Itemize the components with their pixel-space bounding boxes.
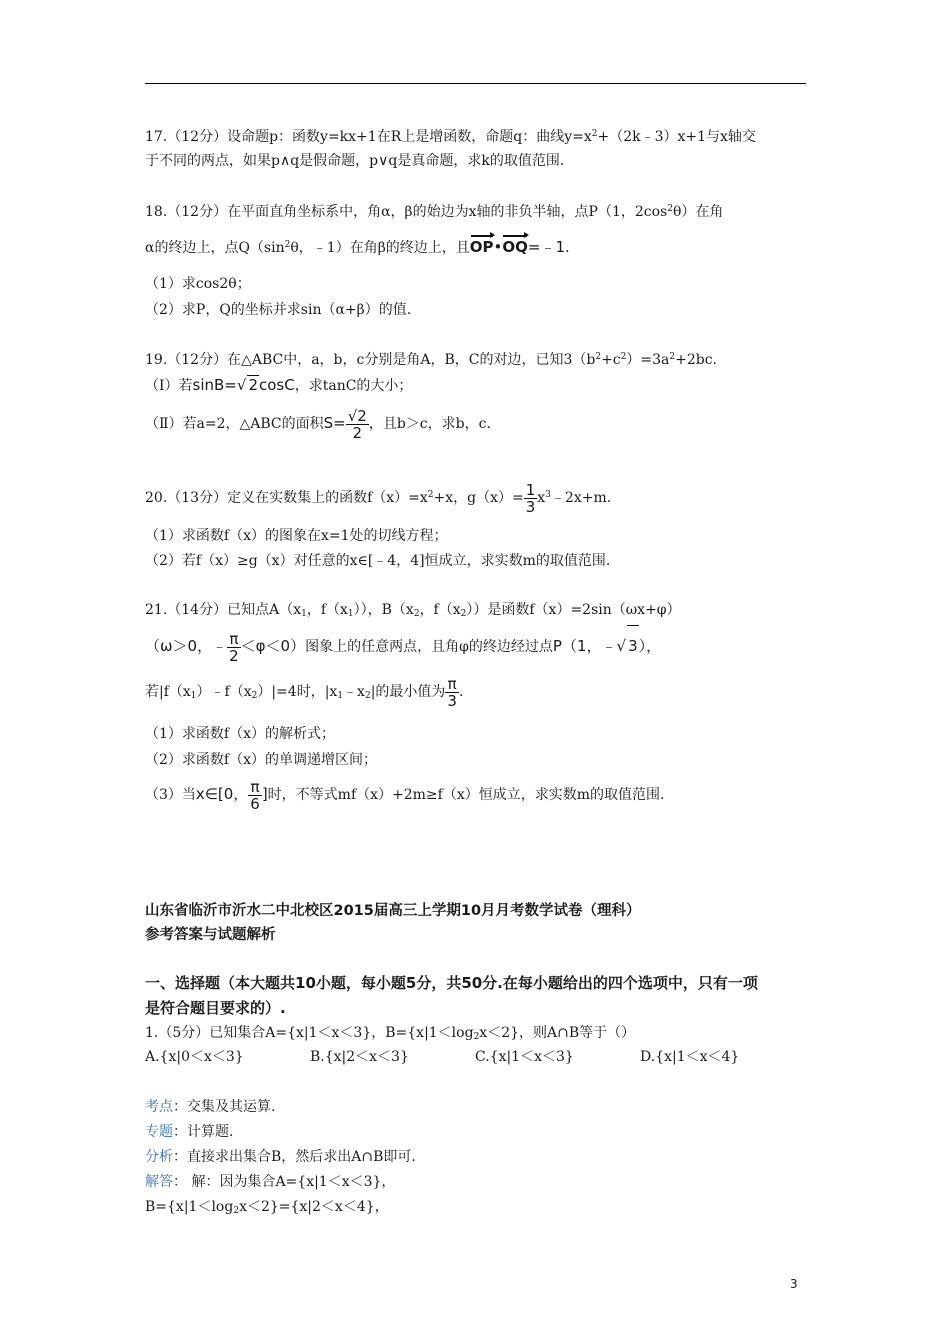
q20-line1: 20.（13分）定义在实数集上的函数$f(x)=x^2+x$，g（x）= $\frac{1}{3}$ $x^3﹣2x+m$. — [145, 480, 612, 516]
q17-line1: 17.（12分）设命题p：函数y=kx+1在R上是增函数，命题q：曲线$y=x^2+(2k﹣3)x+1$与x轴交 — [145, 129, 756, 145]
fraction-pi-over-3: $\frac{\pi}{3}$ — [447, 674, 457, 710]
jieda-label: 解答 — [145, 1174, 173, 1190]
q21-sub3: （3）当x∈[0， $\frac{\pi}{6}$ ]时，不等式mf（x）+2m≥f（x）恒成立，求实数m的取值范围. — [145, 777, 665, 813]
fraction-pi-over-2: $\frac{\pi}{2}$ — [229, 629, 239, 665]
option-a: A.{x|0＜x＜3} — [145, 1049, 244, 1065]
q18-sub2: （2）求P，Q的坐标并求sin（α+β）的值. — [145, 302, 412, 318]
q21-sub2: （2）求函数f（x）的单调递增区间； — [145, 752, 377, 768]
fenxi-label: 分析 — [145, 1149, 173, 1165]
fraction-sqrt2-over-2: $\frac{√2}{2}$ — [347, 406, 367, 442]
fenxi-line: 分析：直接求出集合B，然后求出A∩B即可. — [145, 1149, 416, 1165]
q20-sub2: （2）若f（x）≥g（x）对任意的x∈[﹣4，4]恒成立，求实数m的取值范围. — [145, 553, 611, 569]
fraction-pi-over-6: $\frac{\pi}{6}$ — [250, 777, 260, 813]
vector-op: OP — [469, 238, 494, 256]
fraction-1-over-3: $\frac{1}{3}$ — [525, 480, 536, 516]
option-d: D.{x|1＜x＜4} — [640, 1049, 740, 1065]
q18-line2: α的终边上，点$Q(\sin^2\theta$，﹣1）在角β的终边上，且OP•OQ=﹣1. — [145, 238, 570, 256]
vector-oq: OQ — [502, 238, 528, 256]
option-c: C.{x|1＜x＜3} — [475, 1049, 574, 1065]
q18-line1: 18.（12分）在平面直角坐标系中，角α，β的始边为x轴的非负半轴，点P（1，$2\cos^2\theta$）在角 — [145, 204, 724, 220]
q17-line2: 于不同的两点，如果p∧q是假命题，p∨q是真命题，求k的取值范围. — [145, 153, 565, 169]
section1-heading-line1: 一、选择题（本大题共10小题，每小题5分，共50分.在每小题给出的四个选项中，只有一项 — [145, 974, 758, 992]
header-rule — [145, 83, 806, 84]
jieda-line2: $B=\{x|1<\log_2x<2\}=\{x|2<x<4\}$， — [145, 1199, 389, 1216]
q21-line3: 若$|f(x_1)﹣f(x_2)|=4$时，$|x_1﹣x_2|$的最小值为 $\frac{\pi}{3}$ . — [145, 674, 464, 710]
answers-title: 山东省临沂市沂水二中北校区2015届高三上学期10月月考数学试卷（理科） — [145, 903, 641, 919]
q19-line1: 19.（12分）在△ABC中，a，b，c分别是角A，B，C的对边，已知$3(b^2+c^2)=3a^2+2bc$. — [145, 352, 717, 368]
q21-line2: （ω＞0，﹣ $\frac{\pi}{2}$ ＜φ＜0）图象上的任意两点，且角φ的终边经过点P（1，﹣√ 3）， — [145, 625, 661, 667]
q18-sub1: （1）求cos2θ； — [145, 276, 251, 292]
q20-sub1: （1）求函数f（x）的图象在x=1处的切线方程； — [145, 528, 448, 544]
option-b: B.{x|2＜x＜3} — [310, 1049, 409, 1065]
zhuanti-label: 专题 — [145, 1124, 173, 1140]
q21-sub1: （1）求函数f（x）的解析式； — [145, 726, 335, 742]
jieda-line: 解答： 解：因为集合A={x|1＜x＜3}， — [145, 1174, 396, 1190]
kaodian-line: 考点：交集及其运算. — [145, 1099, 276, 1115]
q19-sub1: （Ⅰ）若sinB=√ 2cosC，求tanC的大小； — [145, 376, 413, 394]
zhuanti-line: 专题：计算题. — [145, 1124, 234, 1140]
page-number: 3 — [790, 1277, 798, 1291]
answers-subtitle: 参考答案与试题解析 — [145, 927, 276, 943]
q21-line1: 21.（14分）已知点$A(x_1$，$f(x_1)$），$B(x_2$，$f(x_2)$）是函数f（x）=2sin（ωx+φ） — [145, 602, 681, 619]
kaodian-label: 考点 — [145, 1099, 173, 1115]
q19-sub2: （Ⅱ）若a=2，△ABC的面积S= $\frac{√2}{2}$ ，且b＞c，求b，c. — [145, 406, 491, 442]
answer-q1-stem: 1.（5分）已知集合A={x|1＜x＜3}，$B=\{x|1<\log_2x<2\}$，则A∩B等于（） — [145, 1025, 636, 1042]
section1-heading-line2: 是符合题目要求的）. — [145, 999, 286, 1017]
